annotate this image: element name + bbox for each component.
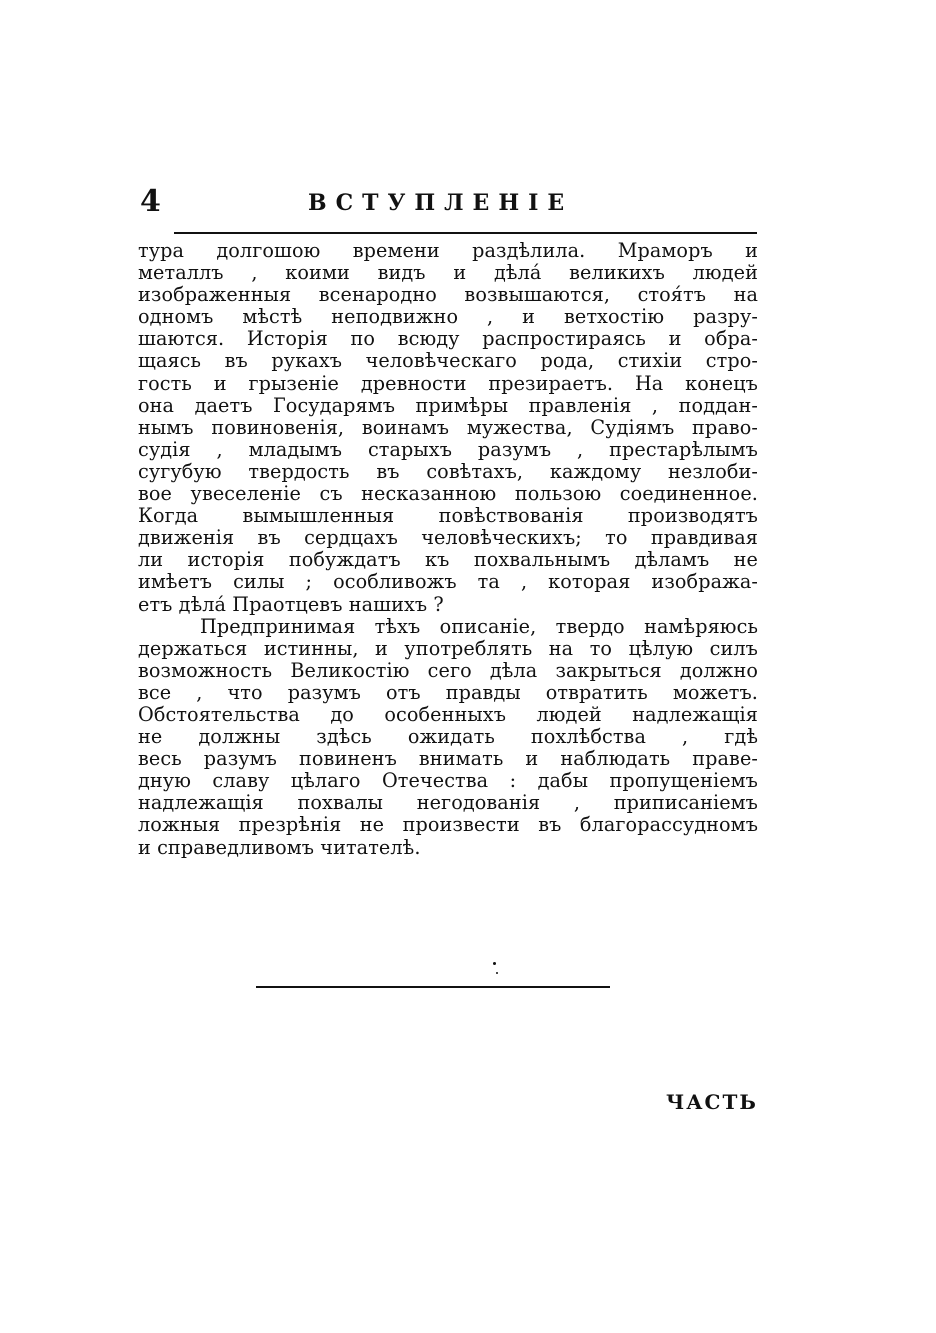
text-line: ли исторія побуждатъ къ похвальнымъ дѣламъ не: [138, 548, 758, 572]
text-line: весь разумъ повиненъ внимать и наблюдать праве-: [138, 747, 758, 771]
page-number: 4: [140, 184, 161, 219]
text-line: движенія въ сердцахъ человѣческихъ; то правдивая: [138, 526, 758, 550]
paragraph-2: [138, 616, 758, 859]
text-line: Когда вымышленныя повѣствованія производятъ: [138, 504, 758, 528]
text-line: гость и грызеніе древности презираетъ. На конецъ: [138, 371, 758, 395]
text-line: щаясь въ рукахъ человѣческаго рода, стихіи стро-: [138, 349, 758, 373]
text-line: и справедливомъ читателѣ.: [138, 835, 421, 859]
text-line: судія , младымъ старыхъ разумъ , престарѣлымъ: [138, 437, 758, 461]
text-line: одномъ мѣстѣ неподвижно , и ветхостію разру-: [138, 305, 758, 329]
text-line: держаться истинны, и употреблять на то цѣлую силъ: [138, 636, 758, 660]
text-line: вое увеселеніе съ несказанною пользою соединенное.: [138, 482, 758, 506]
text-line: нымъ повиновенія, воинамъ мужества, Судіямъ право-: [138, 415, 758, 439]
text-line: ложныя презрѣнія не произвести въ благорассудномъ: [138, 813, 758, 837]
end-ornament-dot: [496, 972, 498, 974]
text-line: металлъ , коими видъ и дѣла́ великихъ людей: [138, 261, 758, 285]
text-line: все , что разумъ отъ правды отвратить можетъ.: [138, 680, 758, 704]
end-rule: [256, 986, 610, 988]
text-line: тура долгошою времени раздѣлила. Мраморъ и: [138, 239, 758, 262]
running-head: ВСТУПЛЕНІЕ: [308, 190, 574, 216]
text-line: Предпринимая тѣхъ описаніе, твердо намѣряюсь: [200, 614, 758, 638]
text-line: она даетъ Государямъ примѣры правленія , поддан-: [138, 393, 758, 417]
text-line: етъ дѣла́ Праотцевъ нашихъ ?: [138, 592, 444, 616]
body-text: [138, 240, 758, 859]
catchword: ЧАСТЬ: [666, 1090, 758, 1114]
text-line: дную славу цѣлаго Отечества : дабы пропущеніемъ: [138, 769, 758, 793]
text-line: надлежащія похвалы негодованія , приписаніемъ: [138, 791, 758, 815]
text-line: изображенныя всенародно возвышаются, стоя́тъ на: [138, 283, 758, 307]
end-ornament-dot: [493, 962, 496, 965]
text-line: возможность Великостію сего дѣла закрыться должно: [138, 658, 758, 682]
header-rule: [174, 232, 757, 234]
text-line: шаются. Исторія по всюду распростираясь и обра-: [138, 327, 758, 351]
text-line: имѣетъ силы ; особливожъ та , которая изобража-: [138, 570, 758, 594]
text-line: Обстоятельства до особенныхъ людей надлежащія: [138, 702, 758, 726]
paragraph-1: [138, 240, 758, 616]
text-line: не должны здѣсь ожидать похлѣбства , гдѣ: [138, 725, 758, 749]
text-line: сугубую твердость въ совѣтахъ, каждому незлоби-: [138, 459, 758, 483]
